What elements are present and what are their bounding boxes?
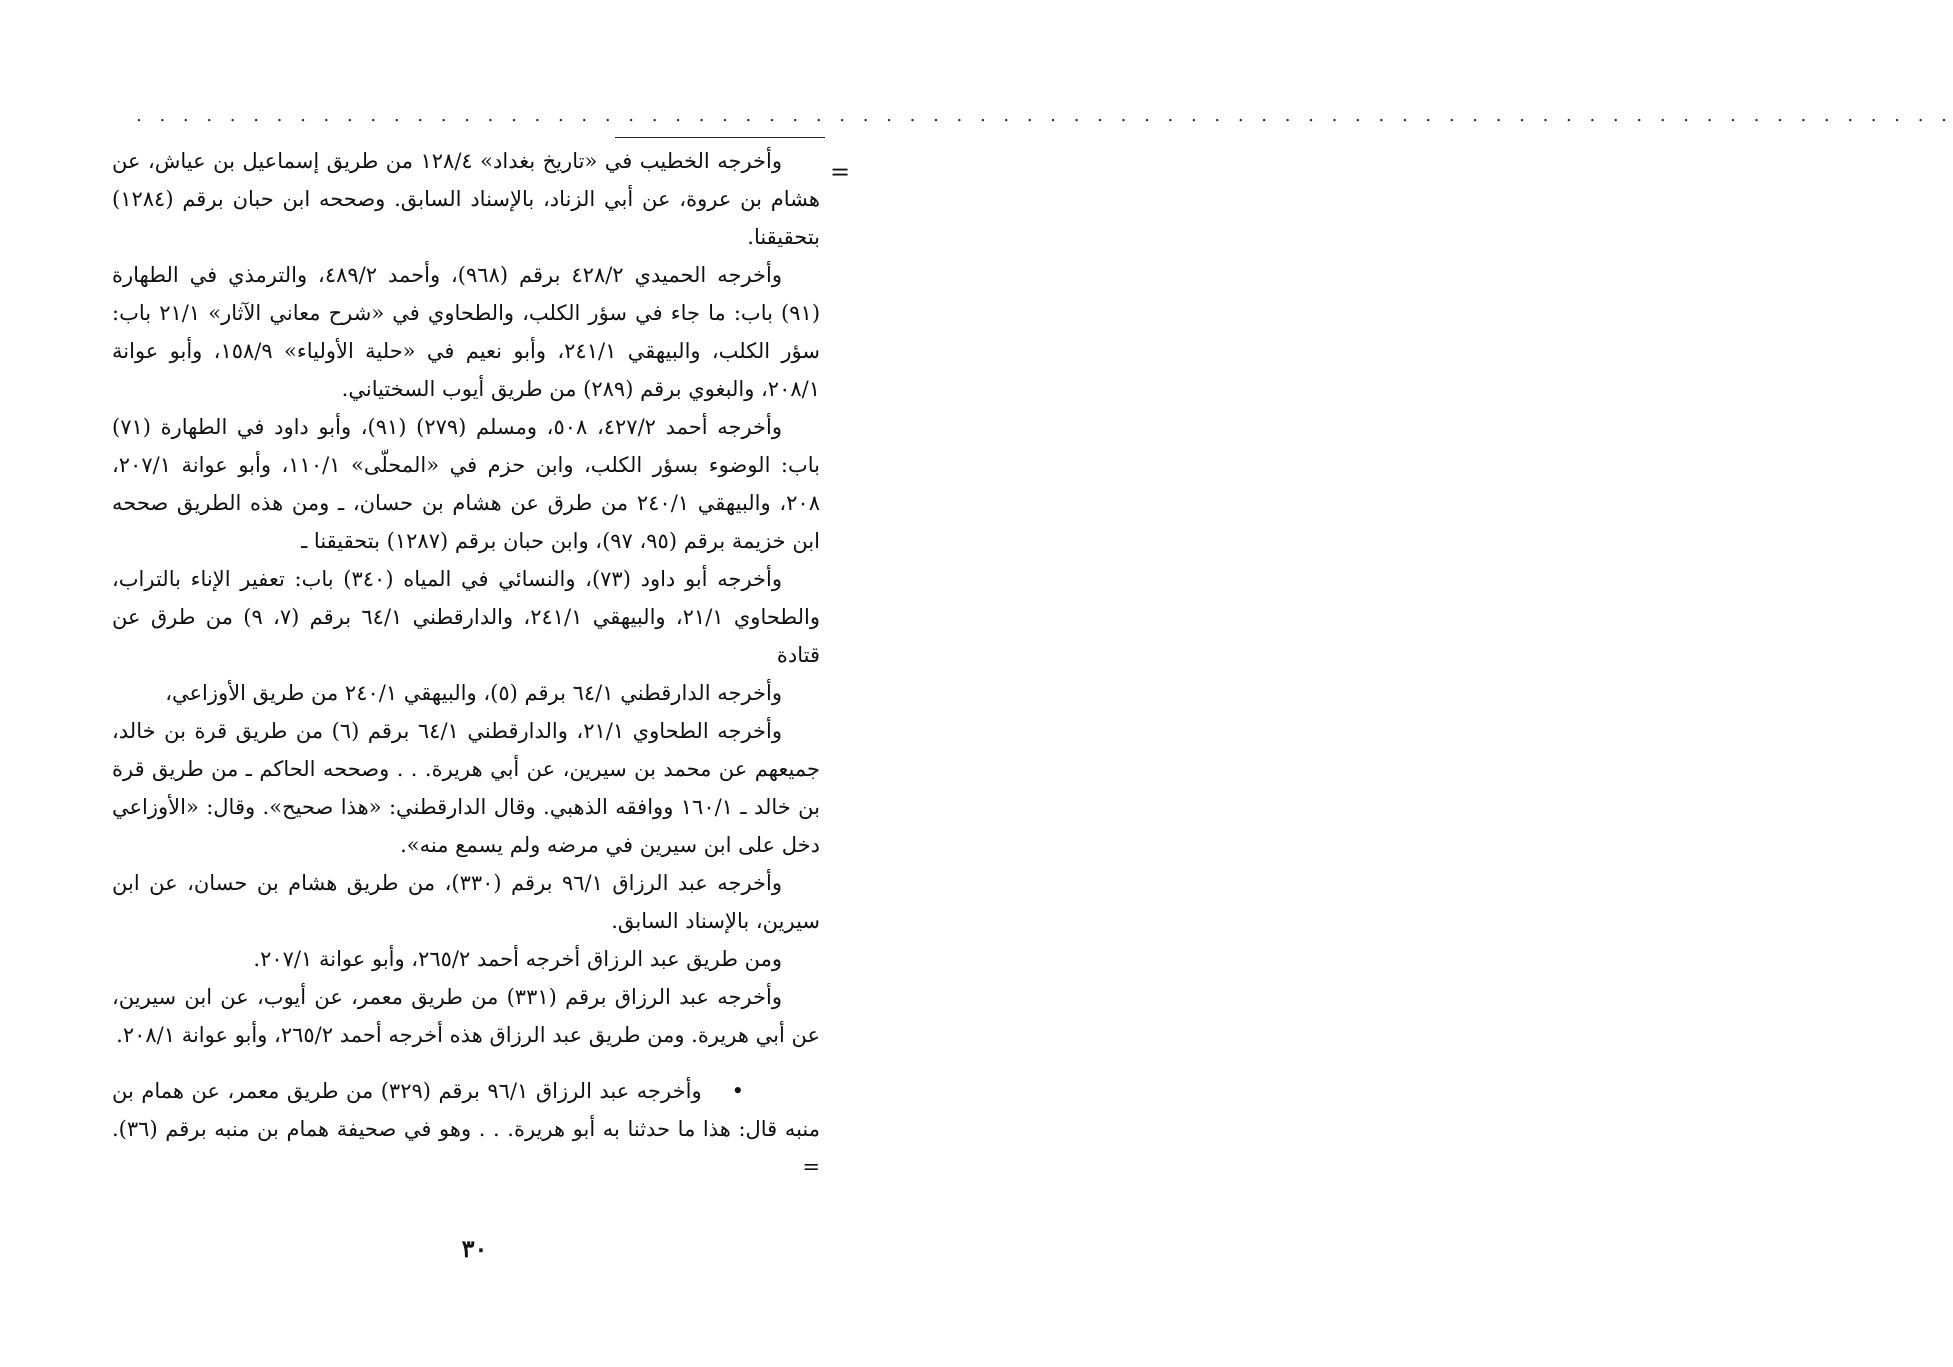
- paragraph-6: وأخرجه الطحاوي ٢١/١، والدارقطني ٦٤/١ برقم (٦) من طريق قرة بن خالد، جميعهم عن محمد بن سيرين، عن أبي هريرة. . . وصححه الحاكم ـ من طريق قرة بن خالد ـ ١٦٠/١ ووافقه الذهبي. وقال الدارقطني: «هذا صحيح». وقال: «الأوزاعي دخل على ابن سيرين في مرضه ولم يسمع منه».: [112, 719, 820, 857]
- paragraph-1: وأخرجه الخطيب في «تاريخ بغداد» ١٢٨/٤ من طريق إسماعيل بن عياش، عن هشام بن عروة، عن أبي الزناد، بالإسناد السابق. وصححه ابن حبان برقم (١٢٨٤) بتحقيقنا.: [112, 149, 820, 249]
- paragraph-8: ومن طريق عبد الرزاق أخرجه أحمد ٢٦٥/٢، وأبو عوانة ٢٠٧/١.: [253, 947, 782, 971]
- dotted-separator: . . . . . . . . . . . . . . . . . . . . . . . . . . . . . . . . . . . . . . . . . . . . . . . . . . . . . . . . . . . . . . . . . . . . . . . . . . . . . .: [136, 105, 1953, 126]
- continuation-mark: =: [830, 158, 851, 186]
- paragraph-2: وأخرجه الحميدي ٤٢٨/٢ برقم (٩٦٨)، وأحمد ٤٨٩/٢، والترمذي في الطهارة (٩١) باب: ما جاء في سؤر الكلب، والطحاوي في «شرح معاني الآثار» ٢١/١ باب: سؤر الكلب، والبيهقي ٢٤١/١، وأبو نعيم في «حلية الأولياء» ١٥٨/٩، وأبو عوانة ٢٠٨/١، والبغوي برقم (٢٨٩) من طريق أيوب السختياني.: [112, 263, 821, 401]
- paragraph-3: وأخرجه أحمد ٤٢٧/٢، ٥٠٨، ومسلم (٢٧٩) (٩١)، وأبو داود في الطهارة (٧١) باب: الوضوء بسؤر الكلب، وابن حزم في «المحلّى» ١١٠/١، وأبو عوانة ٢٠٧/١، ٢٠٨، والبيهقي ٢٤٠/١ من طرق عن هشام بن حسان، ـ ومن هذه الطريق صححه ابن خزيمة برقم (٩٥، ٩٧)، وابن حبان برقم (١٢٨٧) بتحقيقنا ـ: [112, 415, 821, 553]
- paragraph-9: وأخرجه عبد الرزاق برقم (٣٣١) من طريق معمر، عن أيوب، عن ابن سيرين، عن أبي هريرة. ومن طريق عبد الرزاق هذه أخرجه أحمد ٢٦٥/٢، وأبو عوانة ٢٠٨/١.: [112, 985, 820, 1047]
- paragraph-7: وأخرجه عبد الرزاق ٩٦/١ برقم (٣٣٠)، من طريق هشام بن حسان، عن ابن سيرين، بالإسناد السابق.: [112, 871, 820, 933]
- page-number: ٣٠: [461, 1234, 488, 1263]
- paragraph-5: وأخرجه الدارقطني ٦٤/١ برقم (٥)، والبيهقي ٢٤٠/١ من طريق الأوزاعي،: [165, 681, 782, 705]
- continuation-mark-end: =: [802, 1155, 820, 1179]
- bullet-paragraph-text: وأخرجه عبد الرزاق ٩٦/١ برقم (٣٢٩) من طريق معمر، عن همام بن منبه قال: هذا ما حدثنا به أبو هريرة. . . وهو في صحيفة همام بن منبه برقم (٣٦).: [112, 1079, 820, 1141]
- bullet-mark: •: [731, 1079, 744, 1103]
- paragraph-4: وأخرجه أبو داود (٧٣)، والنسائي في المياه (٣٤٠) باب: تعفير الإناء بالتراب، والطحاوي ٢١/١، والبيهقي ٢٤١/١، والدارقطني ٦٤/١ برقم (٧، ٩) من طرق عن قتادة: [112, 567, 821, 667]
- paragraph-bullet: [112, 1072, 820, 1186]
- footnote-text: [112, 142, 820, 1186]
- footnote-rule: [615, 137, 825, 138]
